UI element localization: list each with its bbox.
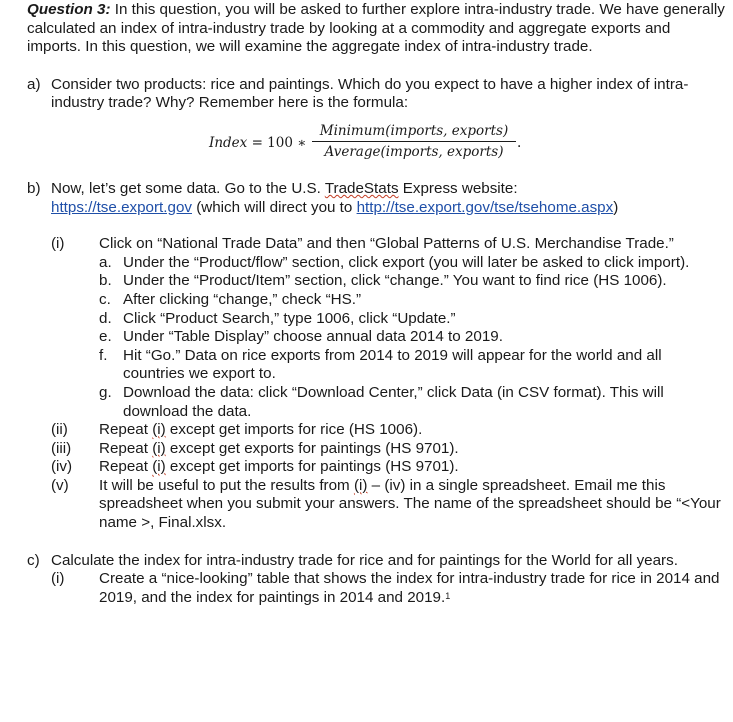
sub-item-b <box>27 272 727 291</box>
sub-item-g <box>27 384 727 421</box>
sub-item-text: Click “Product Search,” type 1006, click “Update.” <box>123 309 456 327</box>
part-b-item-iv <box>27 458 727 477</box>
item-pre: Repeat <box>99 439 153 457</box>
part-b-item-iii <box>27 440 727 459</box>
item-marker: (iv) <box>51 458 73 476</box>
part-a-text: Consider two products: rice and paintings. Which do you expect to have a higher index of intra-industry trade? Why? Remember here is the formula: <box>51 75 689 112</box>
footnote-ref: 1 <box>445 590 451 601</box>
part-b-item-i <box>27 235 727 254</box>
part-b-line1-pre: Now, let’s get some data. Go to the U.S. <box>51 179 325 197</box>
formula-numerator: Minimum(imports, exports) <box>319 122 509 139</box>
intra-industry-formula <box>27 123 727 167</box>
item-pre: Repeat <box>99 421 153 439</box>
item-marker: (ii) <box>51 421 68 439</box>
item-marker: (iii) <box>51 439 72 457</box>
item-post: except get imports for rice (HS 1006). <box>165 421 423 439</box>
part-b-item-v <box>27 477 727 533</box>
item-pre: It will be useful to put the results from <box>99 476 354 494</box>
part-a <box>27 76 727 113</box>
sub-item-marker: d. <box>99 309 112 327</box>
item-marker: (v) <box>51 476 69 494</box>
part-a-marker: a) <box>27 75 41 93</box>
sub-item-text: Under “Table Display” choose annual data 2014 to 2019. <box>123 328 503 346</box>
sub-item-a <box>27 254 727 273</box>
question-intro <box>27 1 727 57</box>
part-b <box>27 180 727 217</box>
formula-index-label: Index <box>209 134 248 151</box>
item-text: Click on “National Trade Data” and then “Global Patterns of U.S. Merchandise Trade.” <box>99 235 674 253</box>
item-post: except get exports for paintings (HS 9701). <box>165 439 459 457</box>
part-c <box>27 552 727 571</box>
sub-item-text: After clicking “change,” check “HS.” <box>123 290 362 308</box>
part-b-line1-post: Express website: <box>398 179 518 197</box>
sub-item-c <box>27 291 727 310</box>
item-post: except get imports for paintings (HS 9701). <box>165 458 459 476</box>
sub-item-f <box>27 347 727 384</box>
question-label: Question 3: <box>27 1 111 18</box>
sub-item-marker: b. <box>99 272 112 290</box>
item-pre: Repeat <box>99 458 153 476</box>
part-c-item-i <box>27 570 727 607</box>
sub-item-d <box>27 310 727 329</box>
formula-equals: = 100 ∗ <box>247 134 307 151</box>
item-post: – (iv) in a single spreadsheet. Email me this spreadsheet when you submit your answers. The name of the spreadsheet should be “<Your name >, Final.xlsx. <box>99 476 721 532</box>
tse-home-link[interactable]: http://tse.export.gov/tse/tsehome.aspx <box>356 198 614 216</box>
formula-denominator: Average(imports, exports) <box>324 143 504 160</box>
part-b-marker: b) <box>27 179 41 197</box>
sub-item-marker: g. <box>99 383 112 401</box>
formula-lhs <box>209 135 306 151</box>
formula-trail: . <box>517 134 522 151</box>
item-marker: (i) <box>51 570 65 588</box>
sub-item-marker: e. <box>99 328 112 346</box>
sub-item-e <box>27 328 727 347</box>
item-ref: (i) <box>152 421 166 439</box>
sub-item-marker: f. <box>99 346 108 364</box>
sub-item-marker: a. <box>99 253 112 271</box>
item-ref: (i) <box>353 476 368 494</box>
document-page <box>27 1 727 607</box>
formula-fraction <box>312 123 516 160</box>
part-c-text: Calculate the index for intra-industry trade for rice and for paintings for the World for all years. <box>51 551 678 569</box>
part-c-marker: c) <box>27 551 40 569</box>
sub-item-marker: c. <box>99 290 111 308</box>
part-b-end: ) <box>613 198 619 216</box>
fraction-bar <box>312 141 516 142</box>
sub-item-text: Under the “Product/flow” section, click export (you will later be asked to click import). <box>123 253 690 271</box>
tradestats-word: TradeStats <box>324 179 399 197</box>
item-text: Create a “nice-looking” table that shows the index for intra-industry trade for rice in 2014 and 2019, and the index for paintings in 2014 and 2019. <box>99 570 720 606</box>
tse-export-link[interactable]: https://tse.export.gov <box>51 198 192 216</box>
item-marker: (i) <box>51 235 65 253</box>
sub-item-text: Download the data: click “Download Center,” click Data (in CSV format). This will download the data. <box>123 383 664 420</box>
part-b-item-ii <box>27 421 727 440</box>
question-intro-text: In this question, you will be asked to further explore intra-industry trade. We have generally calculated an index of intra-industry trade by looking at a commodity and aggregate exports and imports. In this question, we will examine the aggregate index of intra-industry trade. <box>27 1 725 56</box>
sub-item-text: Hit “Go.” Data on rice exports from 2014 to 2019 will appear for the world and all countries we export to. <box>123 346 662 383</box>
item-ref: (i) <box>152 458 166 476</box>
part-b-mid: (which will direct you to <box>191 198 357 216</box>
sub-item-text: Under the “Product/Item” section, click “change.” You want to find rice (HS 1006). <box>123 272 667 290</box>
item-ref: (i) <box>152 439 166 457</box>
